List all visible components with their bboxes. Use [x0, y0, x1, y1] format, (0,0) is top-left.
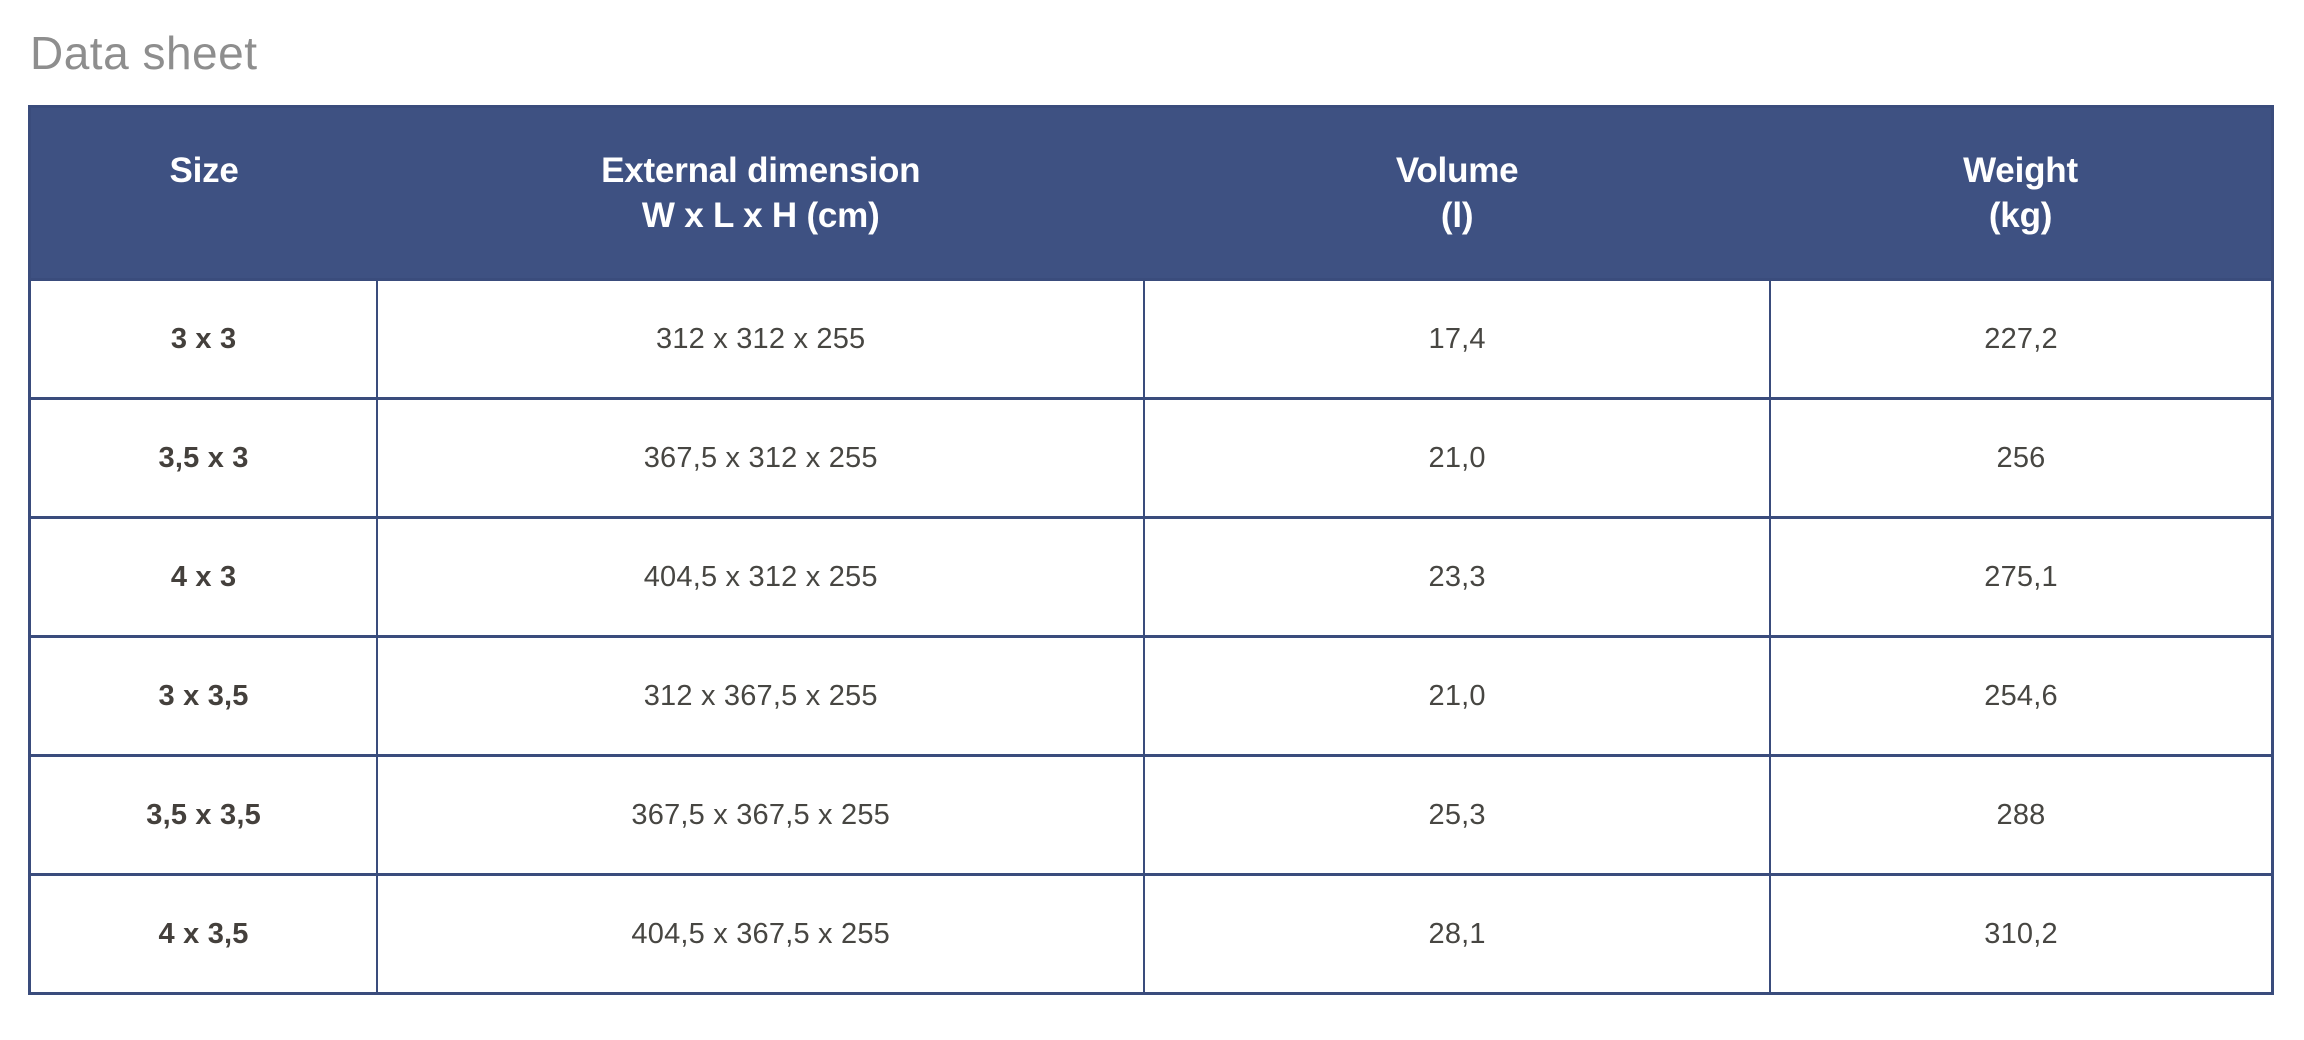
column-header-weight-line2: (kg) [1988, 196, 2053, 235]
column-header-dimension-line1: External dimension [601, 151, 921, 190]
cell-volume: 17,4 [1144, 280, 1770, 399]
cell-volume: 21,0 [1144, 399, 1770, 518]
column-header-weight [1770, 107, 2272, 280]
table-row [30, 518, 2273, 637]
cell-dimension: 404,5 x 367,5 x 255 [377, 875, 1144, 994]
column-header-weight-line1: Weight [1963, 151, 2078, 190]
table-row [30, 399, 2273, 518]
column-header-volume [1144, 107, 1770, 280]
cell-weight: 310,2 [1770, 875, 2272, 994]
cell-dimension: 312 x 367,5 x 255 [377, 637, 1144, 756]
cell-weight: 227,2 [1770, 280, 2272, 399]
column-header-volume-line1: Volume [1395, 151, 1519, 190]
cell-volume: 25,3 [1144, 756, 1770, 875]
table-row [30, 280, 2273, 399]
table-row [30, 756, 2273, 875]
cell-weight: 256 [1770, 399, 2272, 518]
cell-volume: 23,3 [1144, 518, 1770, 637]
cell-size: 4 x 3,5 [30, 875, 378, 994]
cell-weight: 288 [1770, 756, 2272, 875]
cell-size: 4 x 3 [30, 518, 378, 637]
cell-size: 3,5 x 3 [30, 399, 378, 518]
table-header-row [30, 107, 2273, 280]
column-header-size-line2 [31, 193, 377, 238]
cell-dimension: 367,5 x 312 x 255 [377, 399, 1144, 518]
table-row [30, 875, 2273, 994]
cell-volume: 28,1 [1144, 875, 1770, 994]
cell-size: 3 x 3,5 [30, 637, 378, 756]
cell-weight: 275,1 [1770, 518, 2272, 637]
column-header-size [30, 107, 378, 280]
cell-dimension: 312 x 312 x 255 [377, 280, 1144, 399]
column-header-dimension [377, 107, 1144, 280]
cell-volume: 21,0 [1144, 637, 1770, 756]
cell-dimension: 404,5 x 312 x 255 [377, 518, 1144, 637]
page-title: Data sheet [30, 27, 258, 79]
cell-size: 3 x 3 [30, 280, 378, 399]
cell-dimension: 367,5 x 367,5 x 255 [377, 756, 1144, 875]
table-row [30, 637, 2273, 756]
column-header-volume-line2: (l) [1440, 196, 1474, 235]
cell-size: 3,5 x 3,5 [30, 756, 378, 875]
cell-weight: 254,6 [1770, 637, 2272, 756]
column-header-size-line1: Size [169, 151, 239, 190]
column-header-dimension-line2: W x L x H (cm) [641, 196, 880, 235]
data-sheet-table [28, 105, 2274, 995]
